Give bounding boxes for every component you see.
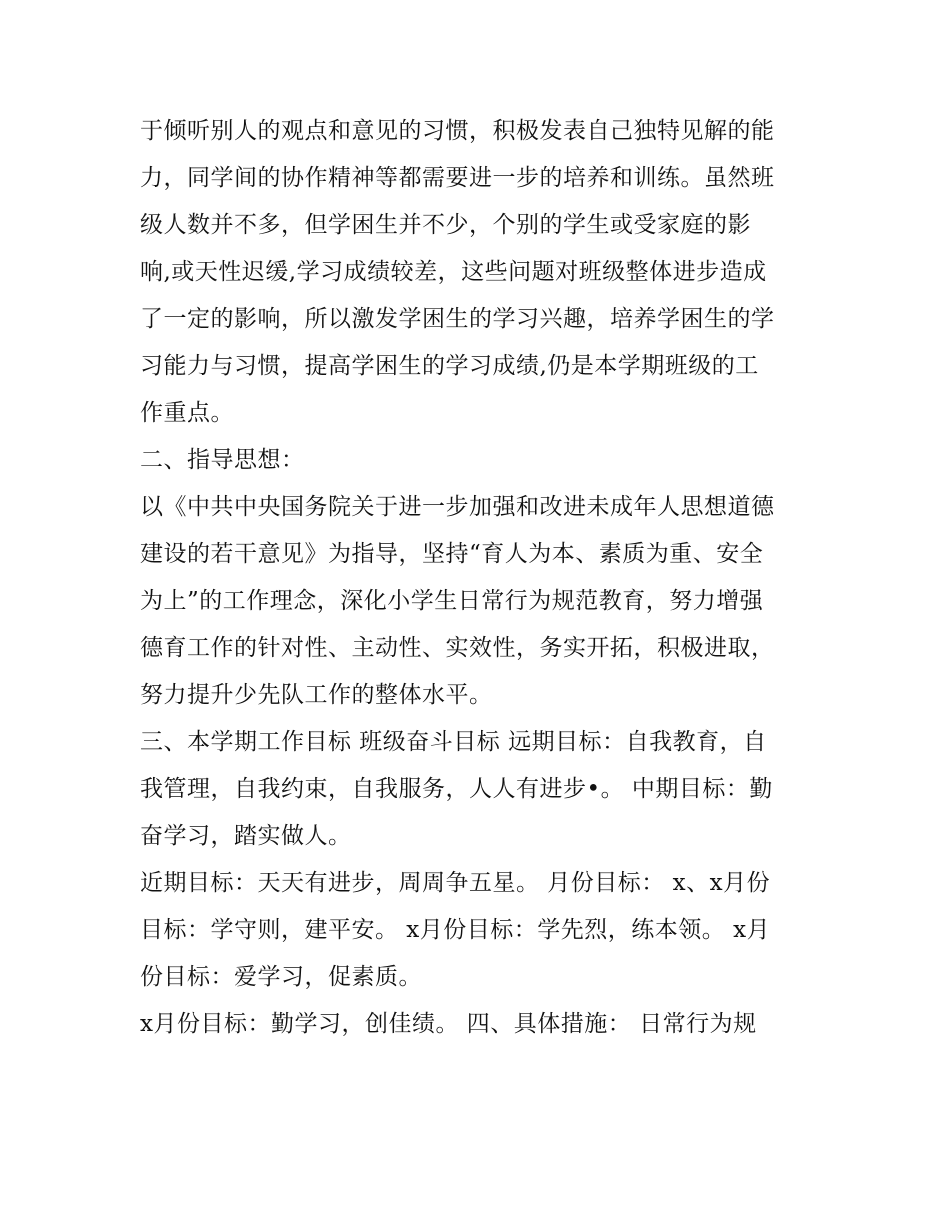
text-line: 建设的若干意见》为指导，坚持“育人为本、素质为重、安全 bbox=[140, 541, 764, 567]
text-line: 奋学习，踏实做人。 bbox=[140, 823, 352, 849]
text-line: 作重点。 bbox=[140, 400, 234, 426]
text-line: x月份目标：勤学习，创佳绩。 四、具体措施： 日常行为规 bbox=[140, 1011, 757, 1037]
text-line: 努力提升少先队工作的整体水平。 bbox=[140, 682, 493, 708]
text-line: 响,或天性迟缓,学习成绩较差，这些问题对班级整体进步造成 bbox=[140, 259, 767, 285]
section-heading-semester-goals: 三、本学期工作目标 班级奋斗目标 远期目标：自我教育，自 bbox=[140, 729, 767, 755]
text-line: 份目标：爱学习，促素质。 bbox=[140, 964, 422, 990]
text-line: 于倾听别人的观点和意见的习惯，积极发表自己独特见解的能 bbox=[140, 118, 775, 144]
text-line: 目标：学守则，建平安。 x月份目标：学先烈，练本领。 x月 bbox=[140, 917, 771, 943]
section-heading-guiding-ideology: 二、指导思想： bbox=[140, 447, 305, 473]
text-line: 了一定的影响，所以激发学困生的学习兴趣，培养学困生的学 bbox=[140, 306, 775, 332]
text-line: 级人数并不多，但学困生并不少，个别的学生或受家庭的影 bbox=[140, 212, 751, 238]
text-line: 德育工作的针对性、主动性、实效性，务实开拓，积极进取， bbox=[140, 635, 775, 661]
text-line: 习能力与习惯，提高学困生的学习成绩,仍是本学期班级的工 bbox=[140, 353, 759, 379]
text-line: 近期目标：天天有进步，周周争五星。 月份目标： x、x月份 bbox=[140, 870, 771, 896]
document-body bbox=[140, 108, 820, 1048]
text-line: 为上”的工作理念，深化小学生日常行为规范教育，努力增强 bbox=[140, 588, 764, 614]
text-line: 力，同学间的协作精神等都需要进一步的培养和训练。虽然班 bbox=[140, 165, 775, 191]
text-line: 以《中共中央国务院关于进一步加强和改进未成年人思想道德 bbox=[140, 494, 775, 520]
text-line: 我管理，自我约束，自我服务，人人有进步•。 中期目标：勤 bbox=[140, 776, 773, 802]
